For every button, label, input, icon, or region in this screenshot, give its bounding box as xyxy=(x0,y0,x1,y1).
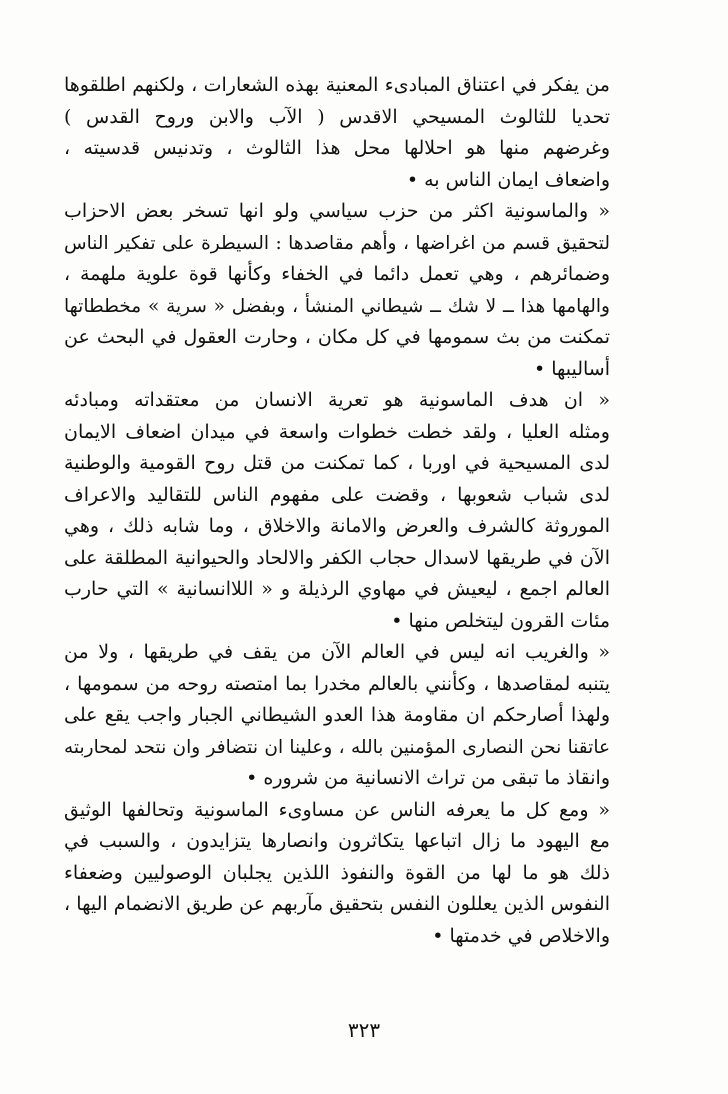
page-number: ٣٢٣ xyxy=(347,1018,381,1042)
text-line: لدى شباب شعوبها ، وقضت على مفهوم الناس للتقاليد والاعراف xyxy=(64,483,610,506)
text-line: « والماسونية اكثر من حزب سياسي ولو انها تسخر بعض الاحزاب xyxy=(64,200,610,222)
text-line: تحديا للثالوث المسيحي الاقدس ( الآب والابن وروح القدس ) xyxy=(64,105,610,128)
text-line: « والغريب انه ليس في العالم الآن من يقف في طريقها ، ولا من xyxy=(64,641,610,663)
paragraph xyxy=(64,795,610,953)
text-line: العالم اجمع ، ليعيش في مهاوي الرذيلة و « اللاانسانية » التي حارب xyxy=(64,578,610,600)
text-line: وانقاذ ما تبقى من تراث الانسانية من شروره • xyxy=(246,767,610,789)
text-line: ولهذا أصارحكم ان مقاومة هذا العدو الشيطاني الجبار واجب يقع على xyxy=(64,704,610,726)
body-text xyxy=(64,70,610,952)
text-line: ومثله العليا ، ولقد خطت خطوات واسعة في ميدان اضعاف الايمان xyxy=(64,420,610,443)
paragraph xyxy=(64,385,610,637)
paragraph xyxy=(64,70,610,196)
text-line: مئات القرون ليتخلص منها • xyxy=(391,609,610,632)
text-line: والاخلاص في خدمتها • xyxy=(432,924,610,947)
paragraph xyxy=(64,637,610,795)
text-line: تمكنت من بث سمومها في كل مكان ، وحارت العقول في البحث عن xyxy=(64,326,610,348)
text-line: ذلك هو ما لها من القوة والنفوذ اللذين يجلبان الوصوليين وضعفاء xyxy=(64,861,610,884)
text-line: الموروثة كالشرف والعرض والامانة والاخلاق ، وما شابه ذلك ، وهي xyxy=(64,515,610,537)
text-line: واضعاف ايمان الناس به • xyxy=(406,168,610,191)
text-line: لدى المسيحية في اوربا ، كما تمكنت من قتل روح القومية والوطنية xyxy=(64,452,610,474)
text-line: من يفكر في اعتناق المبادىء المعنية بهذه الشعارات ، ولكنهم اطلقوها xyxy=(64,74,610,96)
text-line: والهامها هذا ــ لا شك ــ شيطاني المنشأ ، وبفضل « سرية » مخططاتها xyxy=(64,295,610,317)
text-line: النفوس الذين يعللون النفس بتحقيق مآربهم عن طريق الانضمام اليها ، xyxy=(64,893,610,915)
text-line: الآن في طريقها لاسدال حجاب الكفر والالحاد والحيوانية المطلقة على xyxy=(64,546,610,569)
text-line: « ان هدف الماسونية هو تعرية الانسان من معتقداته ومبادئه xyxy=(64,389,610,411)
text-line: وغرضهم منها هو احلالها محل هذا الثالوث ، وتدنيس قدسيته ، xyxy=(64,137,610,159)
paragraph xyxy=(64,196,610,385)
text-line: « ومع كل ما يعرفه الناس عن مساوىء الماسونية وتحالفها الوثيق xyxy=(64,798,610,821)
text-line: لتحقيق قسم من اغراضها ، وأهم مقاصدها : السيطرة على تفكير الناس xyxy=(64,232,610,254)
text-line: مع اليهود ما زال اتباعها يتكاثرون وانصارها يتزايدون ، والسبب في xyxy=(64,830,610,852)
text-line: وضمائرهم ، وهي تعمل دائما في الخفاء وكأنها قوة علوية ملهمة ، xyxy=(64,263,610,285)
text-line: أساليبها • xyxy=(533,357,610,380)
text-line: عاتقنا نحن النصارى المؤمنين بالله ، وعلينا ان نتضافر وان نتحد لمحاربته xyxy=(64,736,610,758)
text-line: يتنبه لمقاصدها ، وكأنني بالعالم مخدرا بما امتصته روحه من سمومها ، xyxy=(64,672,610,695)
